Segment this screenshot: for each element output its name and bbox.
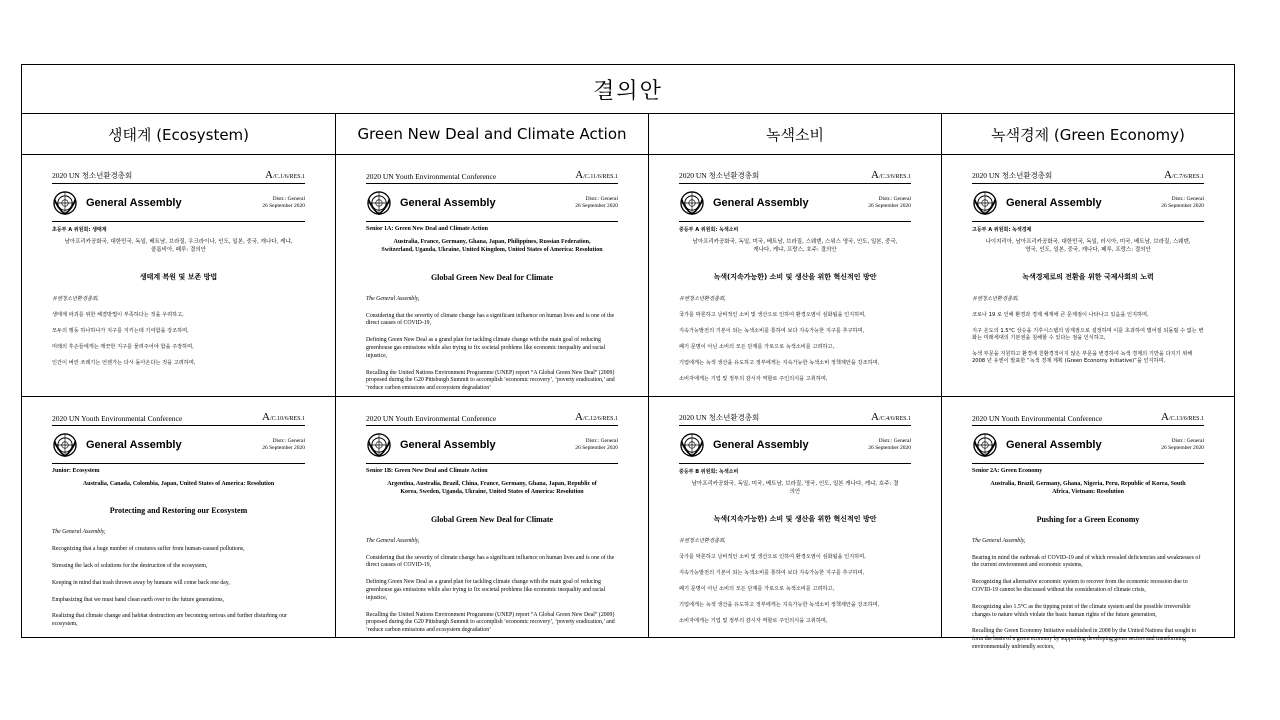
general-assembly-label: General Assembly (713, 197, 809, 209)
preamble-paragraph: 모두의 행동 하나하나가 지구를 지키는데 기여함을 강조하며, (52, 328, 189, 335)
preamble-paragraph: 지구 온도의 1.5°C 상승을 기후시스템의 임계점으로 설정하며 이를 초과하여 벌어질 되돌릴 수 없는 변화는 미래세대의 기본권을 침해할 수 있다는 점을 인식하고, (972, 328, 1204, 342)
document-header (679, 169, 911, 184)
document-date: 26 September 2020 (262, 445, 305, 451)
document-date: 26 September 2020 (575, 203, 618, 209)
preamble-paragraph: 유엔청소년환경총회, (679, 538, 726, 545)
resolution-document[interactable] (649, 155, 942, 396)
preamble-paragraph: Recognizing that a huge number of creatures suffer from human-caused pollutions, (52, 546, 245, 553)
distribution-info (868, 196, 911, 210)
preamble-paragraph: Bearing in mind the outbreak of COVID-19 and of which revealed deficiencies and weaknesses of the current environment and economic systems, (972, 554, 1201, 569)
symbol-code: C.4/6/RES.1 (880, 416, 911, 422)
preamble-paragraph: Recalling the Green Economy Initiative established in 2008 by the United Nations that sought to form the basis of a green economy by supporting developing green sectors and transforming environmentally unfriendly sectors, (972, 628, 1197, 651)
preamble-paragraph: Recalling the United Nations Environment Programme (UNEP) report “A Global Green New Deal” (2009) proposed during the G20 Pittsburgh Summit to accomplish ‘economic recovery’, ‘poverty eradication,’ and ‘reduce carbon emissions and ecosystem degradation’ (366, 611, 615, 634)
preamble-paragraph: 코로나 19 로 인해 환경과 경제 체계에 큰 문제점이 나타나고 있음을 인지하며, (972, 312, 1149, 319)
document-symbol: A/C.10/6/RES.1 (262, 411, 305, 423)
preamble-paragraph: Considering that the severity of climate change has a significant influence on human lives and is one of the direct causes of COVID-19, (366, 554, 615, 569)
assembly-banner (972, 190, 1204, 222)
symbol-code: C.13/6/RES.1 (1170, 416, 1204, 422)
distribution-label: Distr.: General (585, 196, 618, 203)
resolution-title: 녹색(지속가능한) 소비 및 생산을 위한 혁신적인 방안 (713, 515, 877, 524)
sponsor-countries: Australia, Canada, Colombia, Japan, United States of America: Resolution (82, 481, 275, 487)
column-header-ecosystem: 생태계 (Ecosystem) (22, 114, 336, 154)
distribution-label: Distr.: General (878, 196, 911, 203)
conference-name: 2020 UN 청소년환경총회 (679, 413, 760, 422)
preamble-paragraph: 유엔청소년환경총회, (52, 296, 99, 303)
column-header-green-new-deal: Green New Deal and Climate Action (336, 114, 649, 154)
distribution-info (262, 196, 305, 210)
resolution-document[interactable] (942, 397, 1234, 651)
un-emblem-icon (679, 190, 705, 216)
un-emblem-icon (366, 432, 392, 458)
distribution-info (575, 196, 618, 210)
general-assembly-label: General Assembly (1006, 439, 1102, 451)
sponsor-countries: Australia, Brazil, Germany, Ghana, Nigeria, Peru, Republic of Korea, South Africa, Vietnam: Resolution (990, 481, 1186, 496)
header-row (22, 114, 1234, 155)
preamble-paragraph: Keeping in mind that trash thrown away by humans will come back one day, (52, 579, 230, 586)
distribution-label: Distr.: General (878, 438, 911, 445)
preamble-paragraph: The General Assembly, (52, 529, 106, 536)
assembly-banner (972, 432, 1204, 464)
distribution-label: Distr.: General (1171, 438, 1204, 445)
committee-name: Senior 1B: Green New Deal and Climate Action (366, 468, 488, 474)
committee-name: 중등부 B 위원회: 녹색소비 (679, 469, 739, 475)
document-symbol: A/C.11/6/RES.1 (575, 169, 618, 181)
assembly-banner (679, 190, 911, 222)
document-date: 26 September 2020 (1161, 203, 1204, 209)
symbol-code: C.1/6/RES.1 (274, 174, 305, 180)
un-emblem-icon (366, 190, 392, 216)
resolution-title: 녹색(지속가능한) 소비 및 생산을 위한 혁신적인 방안 (713, 273, 877, 282)
resolution-document[interactable] (942, 155, 1234, 396)
preamble-paragraph: 유엔청소년환경총회, (679, 296, 726, 303)
page-title: 결의안 (22, 65, 1234, 114)
conference-name: 2020 UN 청소년환경총회 (52, 171, 133, 180)
preamble-paragraph: Considering that the severity of climate change has a significant influence on human lives and is one of the direct causes of COVID-19, (366, 312, 615, 327)
preamble-paragraph: 녹색 부문을 지원하고 환경에 친환경적이지 않은 부문을 변경하여 녹색 경제의 기반을 다지기 위해 2008 년 유엔이 발표한 “녹색 경제 계획 (Green Economy Initiative)”을 인지하며, (972, 351, 1193, 365)
preamble-paragraph: 국가를 막론하고 낭비적인 소비 및 생산으로 인하여 환경오염이 심화됨을 인지하며, (679, 554, 866, 561)
resolution-table (21, 64, 1235, 651)
general-assembly-label: General Assembly (713, 439, 809, 451)
preamble-paragraph: 폐기 문명이 아닌 소비의 모든 단계를 가로으로 녹색소비를 고려하고, (679, 344, 835, 351)
distribution-info (1161, 196, 1204, 210)
committee-name: Senior 2A: Green Economy (972, 468, 1043, 474)
sponsor-countries: Argentina, Australia, Brazil, China, France, Germany, Ghana, Japan, Republic of Korea, Sweden, Uganda, Ukraine, United States of America: Resolution (387, 481, 597, 496)
general-assembly-label: General Assembly (400, 197, 496, 209)
un-emblem-icon (52, 190, 78, 216)
document-header (366, 169, 618, 184)
preamble-paragraph: The General Assembly, (972, 537, 1026, 544)
resolution-document[interactable] (649, 397, 942, 638)
preamble-paragraphs (679, 296, 911, 383)
resolution-title: Global Green New Deal for Climate (430, 514, 554, 524)
resolution-document[interactable] (336, 155, 649, 396)
preamble-paragraphs (366, 538, 618, 635)
preamble-paragraph: Recognizing that alternative economic system to recover from the economic recession due to COVID-19 cannot be discussed without the consideration of climate crisis, (972, 579, 1188, 594)
committee-name: 중등부 A 위원회: 녹색소비 (679, 227, 739, 233)
resolution-document[interactable] (22, 155, 336, 396)
assembly-banner (366, 432, 618, 464)
preamble-paragraph: 기업에게는 녹색 생산을 유도하고 정부에게는 지속가능한 녹색소비 정책제안을 강조하며, (679, 360, 880, 367)
conference-name: 2020 UN Youth Environmental Conference (52, 414, 183, 423)
document-symbol: A/C.7/6/RES.1 (1164, 169, 1204, 181)
symbol-code: C.10/6/RES.1 (271, 416, 305, 422)
resolution-title: Pushing for a Green Economy (1036, 514, 1140, 524)
document-symbol: A/C.4/6/RES.1 (871, 411, 911, 423)
assembly-banner (679, 432, 911, 464)
preamble-paragraph: Recalling the United Nations Environment Programme (UNEP) report “A Global Green New Deal” (2009) proposed during the G20 Pittsburgh Summit to accomplish ‘economic recovery’, ‘poverty eradication,’ and ‘reduce carbon emissions and ecosystem degradation’ (366, 369, 615, 392)
document-header (972, 169, 1204, 184)
document-symbol: A/C.13/6/RES.1 (1161, 411, 1204, 423)
preamble-paragraphs (52, 529, 305, 629)
resolution-title: Protecting and Restoring our Ecosystem (109, 506, 248, 516)
preamble-paragraph: 인간이 버린 쓰레기는 언젠가는 다시 돌아온다는 것을 고려하며, (52, 360, 196, 367)
preamble-paragraphs (679, 538, 911, 625)
preamble-paragraph: Defining Green New Deal as a grand plan for tackling climate change with the main goal of reducing greenhouse gas emissions while also trying to fix societal problems like economic inequality and racial injustice, (366, 579, 606, 601)
committee-name: Senior 1A: Green New Deal and Climate Action (366, 226, 488, 232)
resolution-document[interactable] (22, 397, 336, 638)
distribution-label: Distr.: General (1171, 196, 1204, 203)
preamble-paragraph: 지속가능발전의 기본이 되는 녹색소비를 통하여 보다 지속가능한 지구를 추구하며, (679, 570, 865, 577)
sponsor-countries: Australia, France, Germany, Ghana, Japan, Philippines, Russian Federation, Switzerland, Uganda, Ukraine, United Kingdom, United States of America: Resolution (381, 239, 603, 254)
document-row-1 (22, 155, 1234, 397)
column-header-green-consumption: 녹색소비 (649, 114, 942, 154)
preamble-paragraph: 지속가능발전의 기본이 되는 녹색소비를 통하여 보다 지속가능한 지구를 추구하며, (679, 328, 865, 335)
symbol-code: C.11/6/RES.1 (584, 174, 618, 180)
distribution-label: Distr.: General (585, 438, 618, 445)
preamble-paragraph: 기업에게는 녹색 생산을 유도하고 정부에게는 지속가능한 녹색소비 정책제안을 강조하며, (679, 602, 880, 609)
resolution-title: 녹색경제로의 전환을 위한 국제사회의 노력 (1022, 273, 1154, 282)
distribution-info (575, 438, 618, 452)
document-date: 26 September 2020 (868, 445, 911, 451)
preamble-paragraph: 소비자에게는 기업 및 정부의 감시자 역할로 주인의식을 고취하며, (679, 618, 828, 625)
document-date: 26 September 2020 (868, 203, 911, 209)
distribution-info (1161, 438, 1204, 452)
conference-name: 2020 UN 청소년환경총회 (972, 171, 1053, 180)
distribution-info (868, 438, 911, 452)
sponsor-countries: 남아프리카공화국, 독일, 미국, 베트남, 브라질, 영국, 인도, 일본 캐나다, 케냐, 호주: 결의안 (691, 481, 899, 495)
un-emblem-icon (972, 190, 998, 216)
document-symbol: A/C.3/6/RES.1 (871, 169, 911, 181)
sponsor-countries: 남아프리카공화국, 독일, 미국, 베트남, 브라질, 스웨덴, 스위스 영국, 인도, 일본, 중국, 캐나다, 케냐, 프랑스, 호주: 결의안 (692, 239, 898, 253)
document-symbol: A/C.12/6/RES.1 (575, 411, 618, 423)
preamble-paragraph: 미래의 후손들에게는 깨끗한 지구를 물려주어야 함을 주장하며, (52, 344, 194, 351)
committee-name: 고등부 A 위원회: 녹색경제 (972, 227, 1032, 233)
resolution-document[interactable] (336, 397, 649, 638)
conference-name: 2020 UN Youth Environmental Conference (366, 414, 497, 423)
preamble-paragraphs (366, 296, 618, 393)
general-assembly-label: General Assembly (86, 197, 182, 209)
preamble-paragraph: The General Assembly, (366, 295, 420, 302)
preamble-paragraphs (972, 538, 1204, 652)
symbol-code: C.7/6/RES.1 (1173, 174, 1204, 180)
preamble-paragraph: 소비자에게는 기업 및 정부의 감시자 역할로 주인의식을 고취하며, (679, 376, 828, 383)
preamble-paragraphs (52, 296, 305, 367)
document-header (366, 411, 618, 426)
sponsor-countries: 남아프리카공화국, 대한민국, 독일, 베트남, 브라질, 우크라이나, 인도, 일본, 중국, 캐나다, 케냐, 콜롬비아, 페루: 결의안 (64, 239, 293, 253)
distribution-label: Distr.: General (272, 196, 305, 203)
document-symbol: A/C.1/6/RES.1 (265, 169, 305, 181)
assembly-banner (52, 190, 305, 222)
assembly-banner (52, 432, 305, 464)
un-emblem-icon (972, 432, 998, 458)
document-date: 26 September 2020 (575, 445, 618, 451)
symbol-code: C.12/6/RES.1 (584, 416, 618, 422)
assembly-banner (366, 190, 618, 222)
general-assembly-label: General Assembly (86, 439, 182, 451)
document-header (52, 169, 305, 184)
conference-name: 2020 UN Youth Environmental Conference (366, 172, 497, 181)
column-header-green-economy: 녹색경제 (Green Economy) (991, 125, 1185, 144)
conference-name: 2020 UN 청소년환경총회 (679, 171, 760, 180)
symbol-code: C.3/6/RES.1 (880, 174, 911, 180)
preamble-paragraph: 유엔청소년환경총회, (972, 296, 1019, 303)
document-row-2 (22, 397, 1234, 651)
distribution-info (262, 438, 305, 452)
document-header (52, 411, 305, 426)
conference-name: 2020 UN Youth Environmental Conference (972, 414, 1103, 423)
un-emblem-icon (52, 432, 78, 458)
preamble-paragraph: Recognizing also 1.5°C as the tipping point of the climate system and the possible irreversible changes to nature which violate the basic human rights of the future generation, (972, 603, 1191, 618)
preamble-paragraph: Defining Green New Deal as a grand plan for tackling climate change with the main goal of reducing greenhouse gas emissions while also trying to fix societal problems like economic inequality and racial injustice, (366, 337, 606, 359)
distribution-label: Distr.: General (272, 438, 305, 445)
un-emblem-icon (679, 432, 705, 458)
preamble-paragraph: Stressing the lack of solutions for the destruction of the ecosystem, (52, 563, 208, 570)
document-date: 26 September 2020 (262, 203, 305, 209)
resolution-title: Global Green New Deal for Climate (430, 272, 554, 282)
general-assembly-label: General Assembly (1006, 197, 1102, 209)
document-date: 26 September 2020 (1161, 445, 1204, 451)
resolution-title: 생태계 복원 및 보존 방법 (139, 273, 218, 282)
general-assembly-label: General Assembly (400, 439, 496, 451)
document-header (972, 411, 1204, 426)
preamble-paragraph: 생태계 파괴를 위한 해결방법이 부족하다는 것을 우려하고, (52, 312, 184, 319)
sponsor-countries: 나이지리아, 남아프리카공화국, 대한민국, 독일, 러시아, 미국, 베트남, 브라질, 스웨덴, 영국, 인도, 일본, 중국, 캐나다, 페루, 프랑스: 결의안 (985, 239, 1191, 253)
preamble-paragraph: Emphasizing that we must hand clean earth over to the future generations, (52, 596, 224, 603)
committee-name: Junior: Ecosystem (52, 468, 100, 474)
preamble-paragraph: Realizing that climate change and habitat destruction are becoming serious and further disturbing our ecosystem, (52, 613, 287, 628)
preamble-paragraph: 폐기 문명이 아닌 소비의 모든 단계를 가로으로 녹색소비를 고려하고, (679, 586, 835, 593)
document-header (679, 411, 911, 426)
preamble-paragraphs (972, 296, 1204, 365)
preamble-paragraph: The General Assembly, (366, 537, 420, 544)
preamble-paragraph: 국가를 막론하고 낭비적인 소비 및 생산으로 인하여 환경오염이 심화됨을 인지하며, (679, 312, 866, 319)
committee-name: 초등부 A 위원회: 생태계 (52, 227, 107, 233)
